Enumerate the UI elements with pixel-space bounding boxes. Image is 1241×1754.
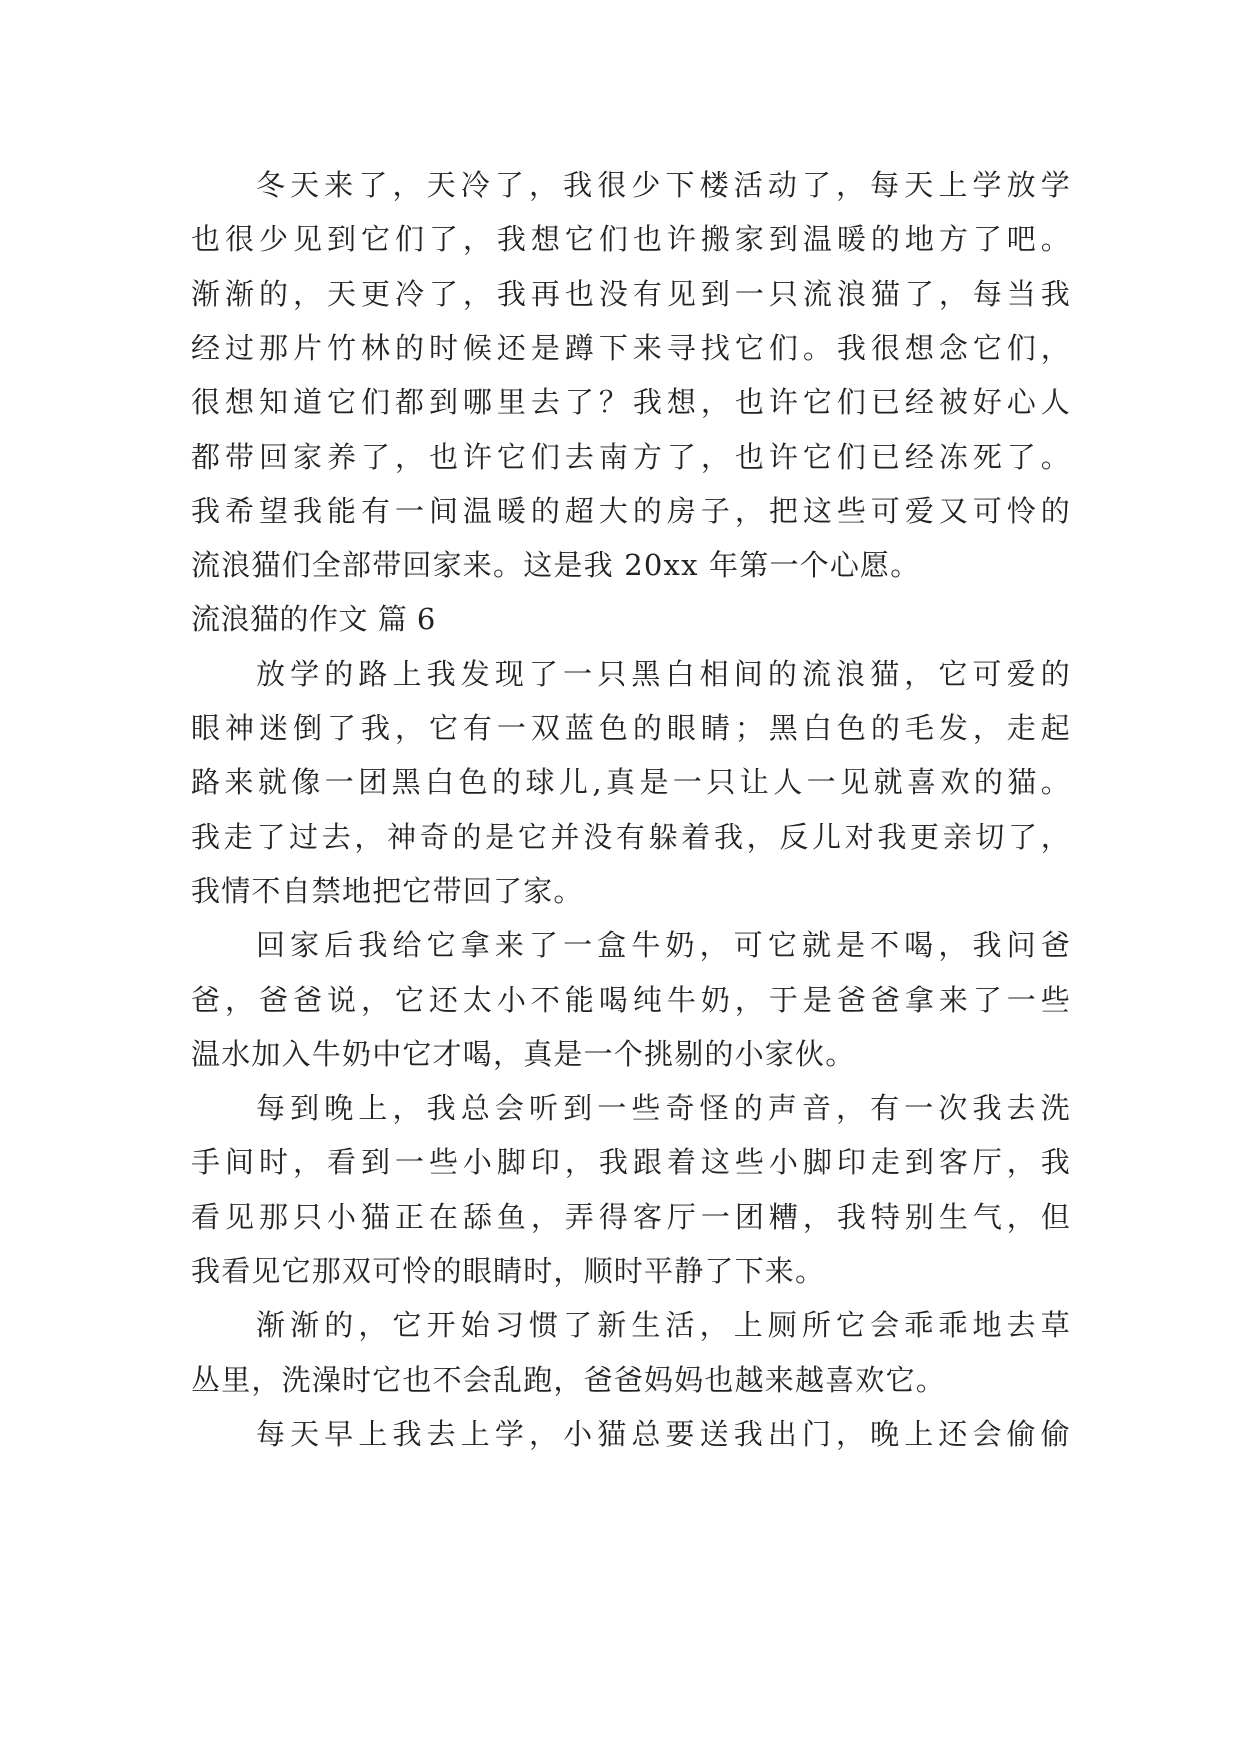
text-line: 我走了过去，神奇的是它并没有躲着我，反儿对我更亲切了，	[191, 819, 1071, 854]
text-line: 也很少见到它们了，我想它们也许搬家到温暖的地方了吧。	[191, 222, 1071, 257]
text-line: 渐渐的，它开始习惯了新生活，上厕所它会乖乖地去草	[256, 1308, 1071, 1343]
text-line: 手间时，看到一些小脚印，我跟着这些小脚印走到客厅，我	[191, 1145, 1071, 1180]
text-line: 我看见它那双可怜的眼睛时，顺时平静了下来。	[191, 1254, 826, 1288]
text-line: 流浪猫们全部带回家来。这是我 20xx 年第一个心愿。	[191, 548, 921, 583]
text-line: 爸，爸爸说，它还太小不能喝纯牛奶，于是爸爸拿来了一些	[191, 982, 1071, 1017]
text-line: 看见那只小猫正在舔鱼，弄得客厅一团糟，我特别生气，但	[191, 1199, 1071, 1234]
text-line: 每天早上我去上学，小猫总要送我出门，晚上还会偷偷	[256, 1416, 1071, 1451]
text-line: 每到晚上，我总会听到一些奇怪的声音，有一次我去洗	[256, 1091, 1071, 1126]
text-line: 路来就像一团黑白色的球儿,真是一只让人一见就喜欢的猫。	[191, 765, 1071, 800]
text-line: 渐渐的，天更冷了，我再也没有见到一只流浪猫了，每当我	[191, 276, 1071, 311]
text-line: 很想知道它们都到哪里去了？我想，也许它们已经被好心人	[191, 385, 1071, 420]
text-line: 冬天来了，天冷了，我很少下楼活动了，每天上学放学	[256, 168, 1071, 202]
section-heading: 流浪猫的作文 篇 6	[191, 602, 436, 637]
text-line: 我情不自禁地把它带回了家。	[191, 873, 584, 908]
text-line: 温水加入牛奶中它才喝，真是一个挑剔的小家伙。	[191, 1036, 856, 1071]
text-line: 眼神迷倒了我，它有一双蓝色的眼睛；黑白色的毛发，走起	[191, 711, 1071, 745]
text-line: 都带回家养了，也许它们去南方了，也许它们已经冻死了。	[191, 439, 1071, 474]
text-line: 经过那片竹林的时候还是蹲下来寻找它们。我很想念它们，	[191, 330, 1071, 365]
text-line: 我希望我能有一间温暖的超大的房子，把这些可爱又可怜的	[191, 493, 1071, 528]
text-line: 回家后我给它拿来了一盒牛奶，可它就是不喝，我问爸	[256, 928, 1071, 963]
text-line: 丛里，洗澡时它也不会乱跑，爸爸妈妈也越来越喜欢它。	[191, 1362, 947, 1397]
text-line: 放学的路上我发现了一只黑白相间的流浪猫，它可爱的	[256, 656, 1071, 691]
